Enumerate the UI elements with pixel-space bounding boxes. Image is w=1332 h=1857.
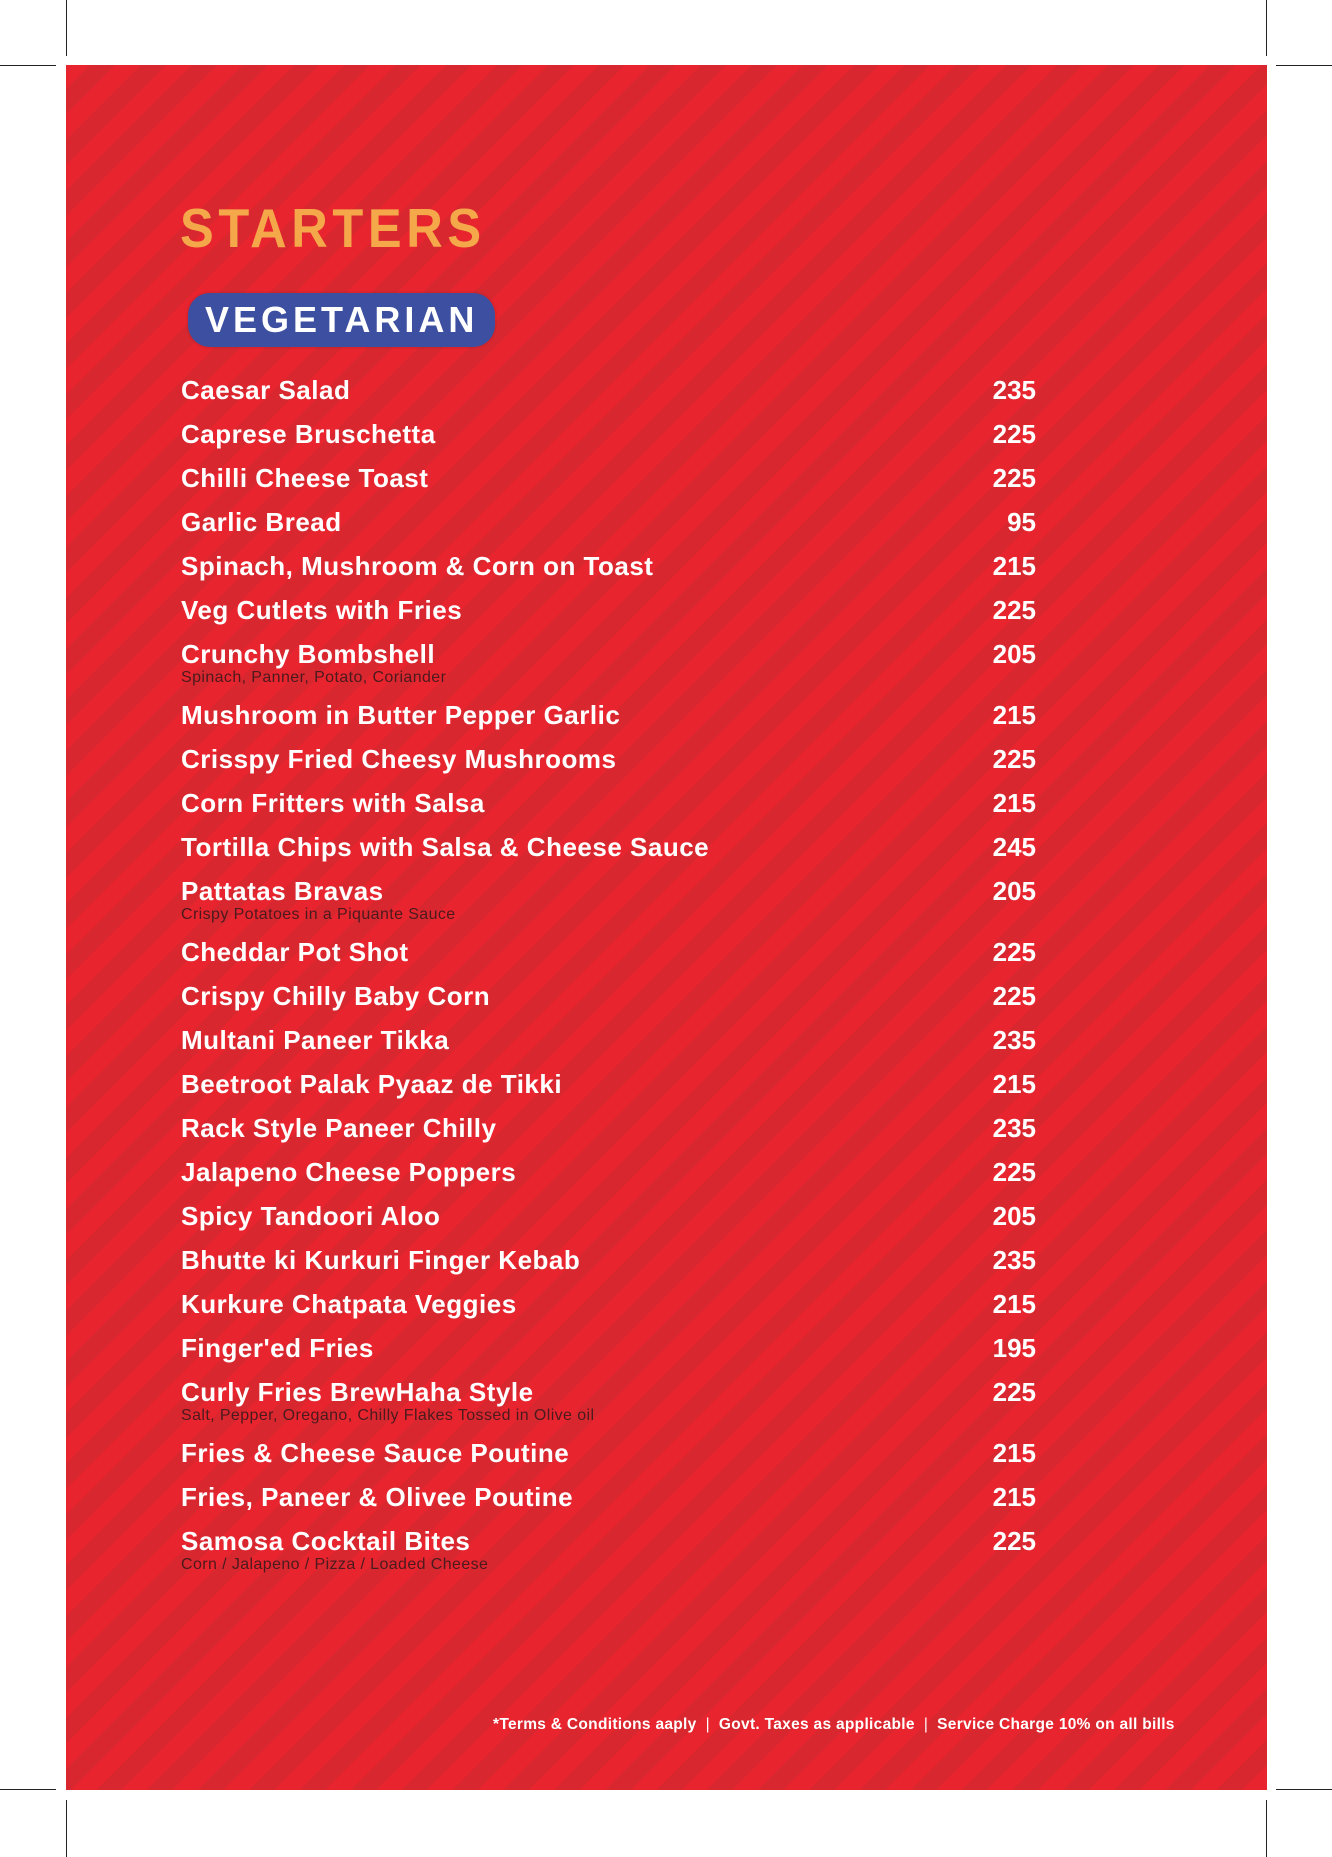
- menu-item-name: Caesar Salad: [181, 375, 351, 405]
- menu-item-name: Rack Style Paneer Chilly: [181, 1113, 497, 1143]
- menu-item-price: 225: [992, 1157, 1036, 1187]
- menu-item-name: Mushroom in Butter Pepper Garlic: [181, 700, 621, 730]
- menu-item-name: Fries & Cheese Sauce Poutine: [181, 1438, 570, 1468]
- menu-item: [181, 1245, 1036, 1276]
- menu-item: [181, 419, 1036, 450]
- menu-item: [181, 639, 1036, 687]
- menu-item-price: 215: [992, 1289, 1036, 1319]
- menu-item-name: Bhutte ki Kurkuri Finger Kebab: [181, 1245, 581, 1275]
- menu-item-price: 225: [992, 595, 1036, 625]
- menu-item-price: 235: [992, 1113, 1036, 1143]
- menu-item: [181, 463, 1036, 494]
- menu-item: [181, 876, 1036, 924]
- menu-item-name: Cheddar Pot Shot: [181, 937, 409, 967]
- menu-item-description: Crispy Potatoes in a Piquante Sauce: [181, 906, 456, 923]
- menu-item-price: 235: [992, 375, 1036, 405]
- footer-taxes: Govt. Taxes as applicable: [718, 1716, 915, 1733]
- menu-item-price: 225: [992, 1526, 1036, 1556]
- menu-panel: [66, 65, 1267, 1790]
- footer-separator: |: [705, 1716, 710, 1733]
- menu-item-name: Kurkure Chatpata Veggies: [181, 1289, 517, 1319]
- menu-item-name: Veg Cutlets with Fries: [181, 595, 463, 625]
- menu-item: [181, 981, 1036, 1012]
- menu-item-row: [181, 419, 1036, 450]
- menu-item-row: [181, 551, 1036, 582]
- menu-item-name: Chilli Cheese Toast: [181, 463, 429, 493]
- menu-item: [181, 1333, 1036, 1364]
- menu-item: [181, 375, 1036, 406]
- menu-item-description: Salt, Pepper, Oregano, Chilly Flakes Tossed in Olive oil: [181, 1407, 595, 1424]
- footer-service-charge: Service Charge 10% on all bills: [937, 1716, 1175, 1733]
- menu-item: [181, 507, 1036, 538]
- menu-item-name: Corn Fritters with Salsa: [181, 788, 485, 818]
- footer-separator: |: [923, 1716, 929, 1733]
- menu-item-price: 245: [992, 832, 1036, 862]
- menu-item-price: 225: [992, 744, 1036, 774]
- menu-item: [181, 744, 1036, 775]
- menu-item-price: 215: [992, 1482, 1036, 1512]
- menu-item-price: 225: [992, 981, 1036, 1011]
- menu-item: [181, 1113, 1036, 1144]
- menu-item-row: [181, 1025, 1036, 1056]
- menu-item-row: [181, 937, 1036, 968]
- menu-item: [181, 1201, 1036, 1232]
- menu-item-row: [181, 744, 1036, 775]
- menu-item-name: Jalapeno Cheese Poppers: [181, 1157, 517, 1187]
- menu-item-row: [181, 1377, 1036, 1408]
- footer-terms: *Terms & Conditions aaply: [493, 1716, 697, 1733]
- menu-item-row: [181, 981, 1036, 1012]
- menu-item-row: [181, 1245, 1036, 1276]
- menu-items-list: [181, 375, 1036, 1587]
- menu-item-name: Beetroot Palak Pyaaz de Tikki: [181, 1069, 563, 1099]
- menu-item-row: [181, 463, 1036, 494]
- menu-item-row: [181, 507, 1036, 538]
- menu-item-price: 215: [992, 1438, 1036, 1468]
- menu-item: [181, 1069, 1036, 1100]
- menu-item-price: 235: [992, 1245, 1036, 1275]
- menu-item-name: Crispy Chilly Baby Corn: [181, 981, 491, 1011]
- footer-notes: [493, 1716, 1175, 1734]
- menu-item-price: 205: [992, 876, 1036, 906]
- menu-item-name: Crunchy Bombshell: [181, 639, 436, 669]
- page-title: STARTERS: [180, 197, 486, 259]
- menu-item: [181, 1438, 1036, 1469]
- menu-item-row: [181, 1201, 1036, 1232]
- menu-item-name: Finger'ed Fries: [181, 1333, 374, 1363]
- menu-item-name: Caprese Bruschetta: [181, 419, 436, 449]
- menu-item-name: Crisspy Fried Cheesy Mushrooms: [181, 744, 617, 774]
- menu-item-name: Curly Fries BrewHaha Style: [181, 1377, 534, 1407]
- menu-item-price: 225: [992, 463, 1036, 493]
- menu-item-price: 215: [992, 1069, 1036, 1099]
- section-badge: VEGETARIAN: [188, 293, 495, 347]
- menu-item-price: 215: [992, 700, 1036, 730]
- menu-item-row: [181, 595, 1036, 626]
- menu-item-row: [181, 375, 1036, 406]
- menu-item-price: 215: [992, 788, 1036, 818]
- menu-item: [181, 1289, 1036, 1320]
- menu-item-name: Pattatas Bravas: [181, 876, 384, 906]
- menu-item-row: [181, 788, 1036, 819]
- menu-item: [181, 551, 1036, 582]
- menu-item-price: 205: [992, 1201, 1036, 1231]
- menu-item-row: [181, 1438, 1036, 1469]
- menu-item-name: Multani Paneer Tikka: [181, 1025, 450, 1055]
- menu-item-row: [181, 1113, 1036, 1144]
- menu-item: [181, 1526, 1036, 1574]
- menu-item-row: [181, 832, 1036, 863]
- menu-item-price: 205: [992, 639, 1036, 669]
- menu-item: [181, 1025, 1036, 1056]
- menu-item-price: 225: [992, 1377, 1036, 1407]
- menu-item: [181, 788, 1036, 819]
- menu-item-row: [181, 639, 1036, 670]
- menu-item-price: 225: [992, 419, 1036, 449]
- menu-item: [181, 1482, 1036, 1513]
- menu-item-name: Garlic Bread: [181, 507, 342, 537]
- menu-item: [181, 1377, 1036, 1425]
- menu-item-price: 195: [992, 1333, 1036, 1363]
- menu-item-row: [181, 1157, 1036, 1188]
- menu-item-row: [181, 1289, 1036, 1320]
- menu-item: [181, 832, 1036, 863]
- menu-item-name: Spicy Tandoori Aloo: [181, 1201, 441, 1231]
- menu-item: [181, 595, 1036, 626]
- menu-item-row: [181, 700, 1036, 731]
- menu-item-name: Spinach, Mushroom & Corn on Toast: [181, 551, 654, 581]
- menu-item-price: 235: [992, 1025, 1036, 1055]
- menu-item-price: 225: [992, 937, 1036, 967]
- menu-item-row: [181, 1526, 1036, 1557]
- menu-item-row: [181, 1482, 1036, 1513]
- menu-item-row: [181, 1333, 1036, 1364]
- menu-item-price: 95: [1007, 507, 1036, 537]
- menu-item-description: Spinach, Panner, Potato, Coriander: [181, 669, 447, 686]
- menu-item-row: [181, 876, 1036, 907]
- menu-item: [181, 937, 1036, 968]
- menu-item-name: Tortilla Chips with Salsa & Cheese Sauce: [181, 832, 710, 862]
- menu-item-description: Corn / Jalapeno / Pizza / Loaded Cheese: [181, 1556, 489, 1573]
- menu-item: [181, 1157, 1036, 1188]
- menu-item-name: Samosa Cocktail Bites: [181, 1526, 471, 1556]
- menu-item-row: [181, 1069, 1036, 1100]
- menu-item: [181, 700, 1036, 731]
- menu-item-price: 215: [992, 551, 1036, 581]
- menu-item-name: Fries, Paneer & Olivee Poutine: [181, 1482, 574, 1512]
